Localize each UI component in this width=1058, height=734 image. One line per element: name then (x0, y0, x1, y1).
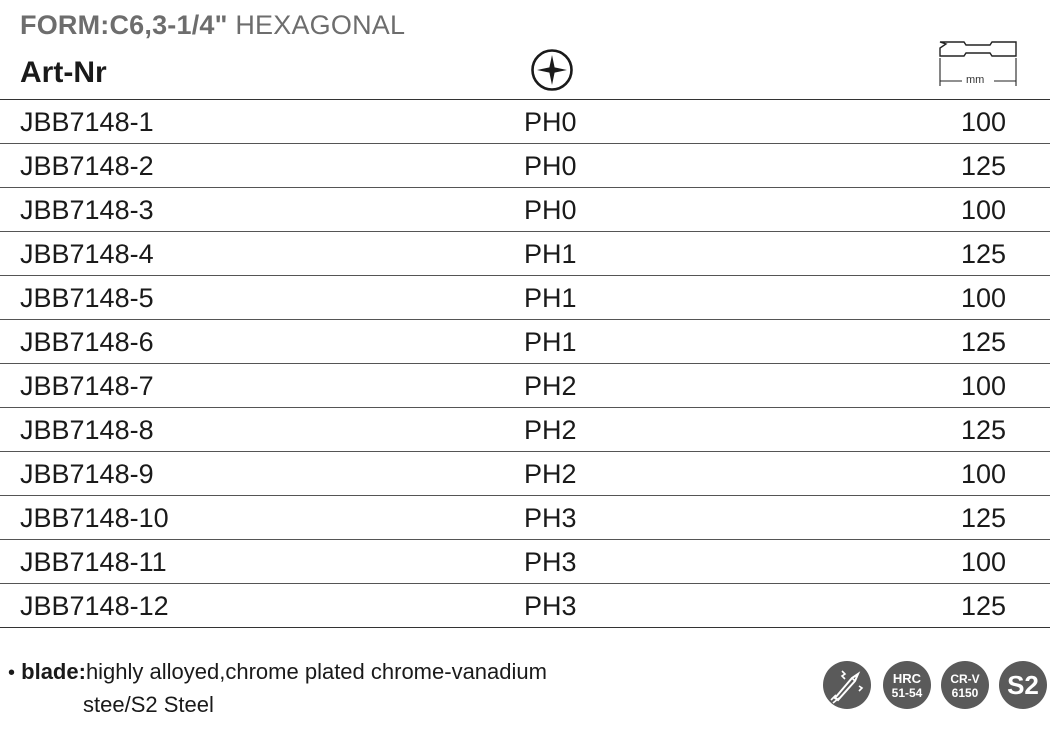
art-nr-cell: JBB7148-8 (20, 415, 154, 445)
table-row (0, 188, 1050, 232)
ph-size-cell: PH0 (524, 195, 577, 225)
s2-text: S2 (1007, 670, 1039, 700)
form-suffix: HEXAGONAL (235, 10, 406, 40)
art-nr-cell: JBB7148-11 (20, 547, 167, 577)
blade-desc-line1: highly alloyed,chrome plated chrome-vanadium (85, 659, 547, 684)
ph-size-cell: PH1 (524, 239, 577, 269)
spec-badges (822, 660, 1052, 712)
blade-label: blade: (21, 659, 86, 684)
product-table (0, 100, 1050, 628)
art-nr-header: Art-Nr (20, 56, 107, 89)
hrc-top-text: HRC (892, 671, 922, 686)
form-title (20, 10, 405, 41)
table-row (0, 320, 1050, 364)
ph-size-cell: PH2 (524, 415, 577, 445)
art-nr-cell: JBB7148-5 (20, 283, 154, 313)
bullet: • (8, 662, 16, 684)
length-cell: 125 (960, 327, 1006, 357)
length-cell: 125 (960, 151, 1006, 181)
blade-note (8, 656, 547, 721)
table-row (0, 496, 1050, 540)
crv-badge (940, 660, 990, 710)
phillips-cross-icon (530, 48, 574, 92)
length-unit-label: mm (966, 74, 985, 86)
table-row (0, 364, 1050, 408)
length-cell: 100 (960, 547, 1006, 577)
table-row (0, 584, 1050, 628)
art-nr-cell: JBB7148-12 (20, 591, 169, 621)
table-row (0, 540, 1050, 584)
form-prefix: FORM:C6,3-1/4" (20, 10, 228, 40)
length-cell: 125 (960, 239, 1006, 269)
table-row (0, 276, 1050, 320)
length-cell: 100 (960, 371, 1006, 401)
art-nr-cell: JBB7148-7 (20, 371, 154, 401)
ph-size-cell: PH2 (524, 371, 577, 401)
length-cell: 125 (960, 503, 1006, 533)
art-nr-cell: JBB7148-1 (20, 107, 154, 137)
length-cell: 100 (960, 459, 1006, 489)
hrc-badge (882, 660, 932, 710)
ph-size-cell: PH3 (524, 503, 577, 533)
hrc-bottom-text: 51-54 (891, 686, 923, 700)
hardened-tip-icon (822, 660, 872, 710)
s2-badge (998, 660, 1048, 710)
length-cell: 100 (960, 195, 1006, 225)
art-nr-cell: JBB7148-3 (20, 195, 154, 225)
art-nr-cell: JBB7148-6 (20, 327, 154, 357)
ph-size-cell: PH2 (524, 459, 577, 489)
length-cell: 125 (960, 415, 1006, 445)
table-row (0, 100, 1050, 144)
crv-top-text: CR-V (950, 672, 980, 686)
length-cell: 100 (960, 107, 1006, 137)
ph-size-cell: PH1 (524, 283, 577, 313)
table-row (0, 144, 1050, 188)
length-cell: 125 (960, 591, 1006, 621)
ph-size-cell: PH3 (524, 591, 577, 621)
ph-size-cell: PH0 (524, 107, 577, 137)
length-cell: 100 (960, 283, 1006, 313)
ph-size-cell: PH3 (524, 547, 577, 577)
blade-desc-line2: stee/S2 Steel (83, 692, 214, 717)
table-row (0, 452, 1050, 496)
art-nr-cell: JBB7148-9 (20, 459, 154, 489)
table-row (0, 232, 1050, 276)
art-nr-cell: JBB7148-10 (20, 503, 169, 533)
art-nr-cell: JBB7148-4 (20, 239, 154, 269)
art-nr-cell: JBB7148-2 (20, 151, 154, 181)
table-row (0, 408, 1050, 452)
ph-size-cell: PH0 (524, 151, 577, 181)
crv-bottom-text: 6150 (951, 686, 979, 700)
ph-size-cell: PH1 (524, 327, 577, 357)
